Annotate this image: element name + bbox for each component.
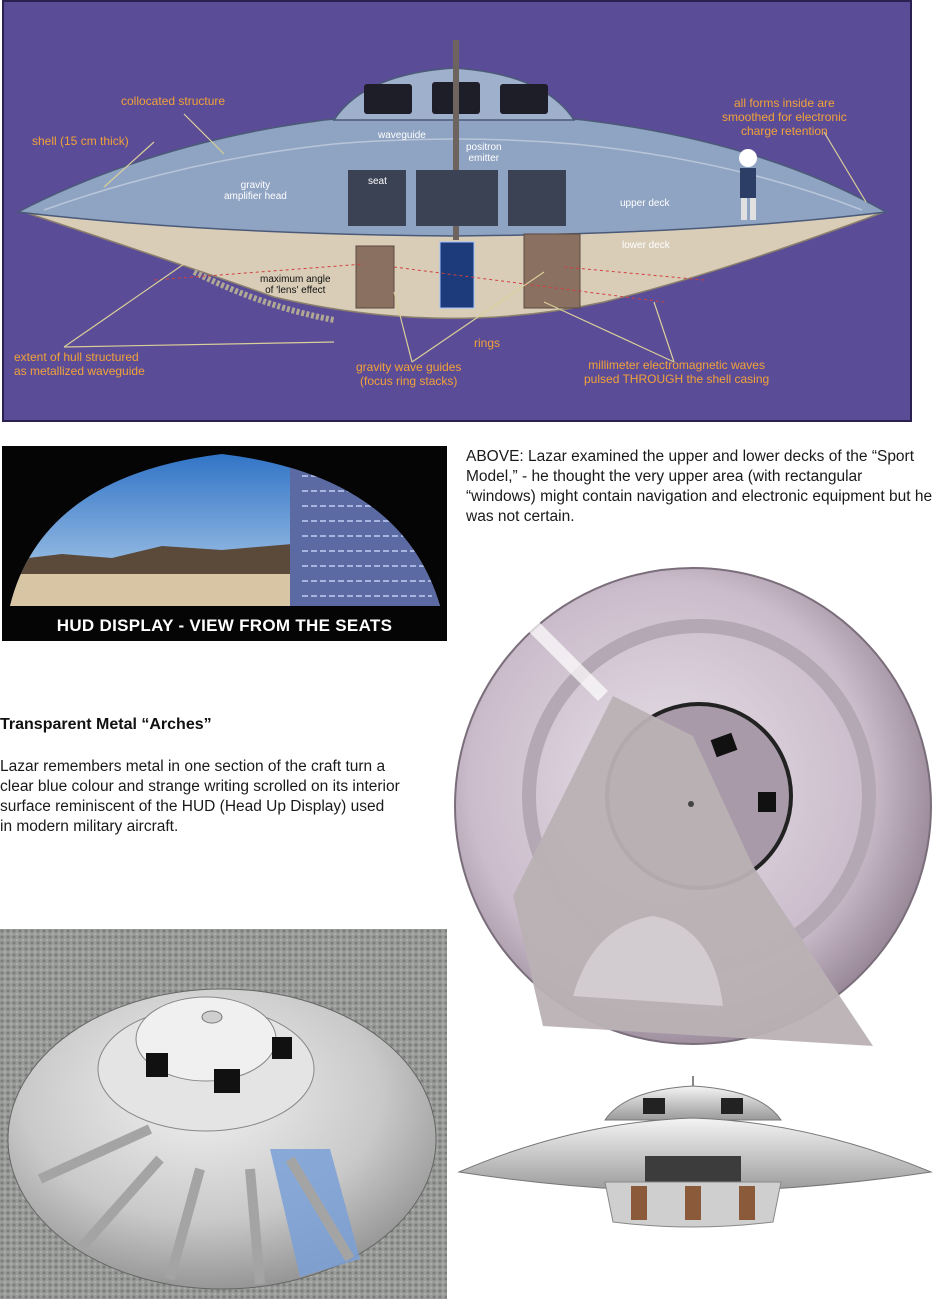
- person-leg-right: [750, 198, 756, 220]
- model-photo-illustration: [0, 929, 447, 1299]
- side-dome-window: [721, 1098, 743, 1114]
- label-seat: seat: [368, 176, 387, 187]
- side-amplifier: [685, 1186, 701, 1220]
- dome-window-right: [500, 84, 548, 114]
- center-console: [416, 170, 498, 226]
- hud-writing-panel: [290, 446, 447, 611]
- craft-side-cutaway-render: [455, 1072, 935, 1232]
- hud-caption: HUD DISPLAY - VIEW FROM THE SEATS: [56, 616, 393, 635]
- label-lower-deck: lower deck: [622, 240, 670, 251]
- turret-window: [272, 1037, 292, 1059]
- hud-display-image: [2, 446, 447, 641]
- above-caption: ABOVE: Lazar examined the upper and lower decks of the “Sport Model,” - he thought the very upper area (with rectangular “windows) might contain navigation and electronic equipment but he was not certain.: [466, 448, 933, 525]
- desert-floor: [2, 574, 292, 611]
- dome-window-left: [364, 84, 412, 114]
- label-upper-deck: upper deck: [620, 198, 670, 209]
- craft-cutaway-diagram: [2, 0, 912, 422]
- label-shell: shell (15 cm thick): [32, 134, 129, 148]
- person-leg-left: [741, 198, 747, 220]
- craft-model-photo: [0, 929, 447, 1299]
- turret-window: [146, 1053, 168, 1077]
- bottom-view-illustration: [453, 566, 941, 1046]
- turret-window: [214, 1069, 240, 1093]
- label-collocated-structure: collocated structure: [121, 94, 226, 108]
- label-rings: rings: [474, 336, 501, 350]
- label-gravity-wave-guides: gravity wave guides (focus ring stacks): [356, 360, 462, 388]
- hud-view-illustration: [2, 446, 447, 611]
- center-bolt: [688, 801, 694, 807]
- person-head: [739, 149, 757, 167]
- side-amplifier: [631, 1186, 647, 1220]
- turret-cap: [202, 1011, 222, 1023]
- side-amplifier: [739, 1186, 755, 1220]
- craft-bottom-view-render: [453, 566, 941, 1046]
- side-upper-deck-cut: [645, 1156, 741, 1182]
- gravity-amplifier-left: [356, 246, 394, 308]
- person-body: [740, 168, 756, 198]
- label-gravity-amplifier: gravity amplifier head: [224, 180, 287, 202]
- side-dome-window: [643, 1098, 665, 1114]
- label-millimeter-waves: millimeter electromagnetic waves pulsed THROUGH the shell casing: [584, 358, 770, 386]
- arches-title: Transparent Metal “Arches”: [0, 716, 212, 733]
- label-forms-smoothed: all forms inside are smoothed for electronic charge retention: [722, 96, 847, 138]
- gravity-amplifier-right: [524, 234, 580, 308]
- side-view-illustration: [455, 1072, 935, 1232]
- label-hull-extent: extent of hull structured as metallized waveguide: [14, 350, 145, 378]
- label-positron-emitter: positron emitter: [466, 142, 502, 164]
- seat-right: [508, 170, 566, 226]
- reactor: [440, 242, 474, 308]
- label-waveguide: waveguide: [378, 130, 426, 141]
- hub-window: [758, 792, 776, 812]
- side-dome: [605, 1086, 781, 1120]
- arches-body: Lazar remembers metal in one section of the craft turn a clear blue colour and strange writing scrolled on its interior surface reminiscent of the HUD (Head Up Display) used in modern military aircraft.: [0, 758, 400, 835]
- label-max-angle: maximum angle of 'lens' effect: [260, 274, 331, 296]
